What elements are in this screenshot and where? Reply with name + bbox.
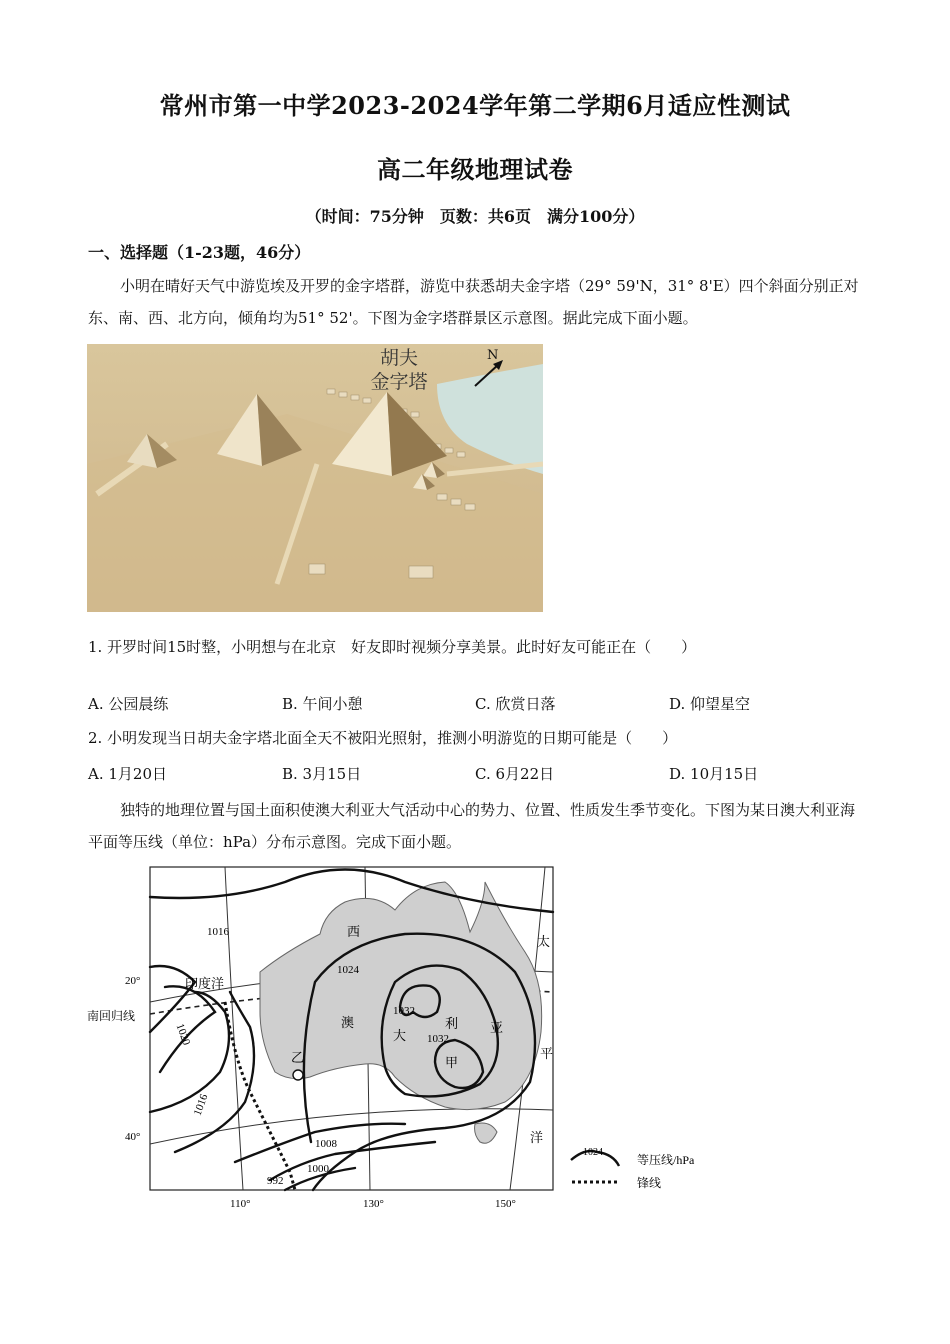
q1-option-d: D. 仰望星空 bbox=[669, 695, 751, 713]
exam-title-line2: 高二年级地理试卷 bbox=[377, 155, 573, 184]
land-label-li: 利 bbox=[445, 1016, 459, 1031]
land-label-da: 大 bbox=[393, 1028, 407, 1043]
khufu-label: 胡夫 金字塔 bbox=[370, 347, 428, 393]
exam-subtitle: （时间：75分钟 页数：共6页 满分100分） bbox=[305, 207, 645, 226]
passage-1: 小明在晴好天气中游览埃及开罗的金字塔群，游览中获悉胡夫金字塔（29° 59'N，31° 8'E）四个斜面分别正对东、南、西、北方向，倾角均为51° 52'。下图为金字塔群景区示意图。据此完成下面小题。 bbox=[88, 277, 859, 327]
pyramid-figure bbox=[87, 344, 543, 612]
question-2-stem: 2. 小明发现当日胡夫金字塔北面全天不被阳光照射，推测小明游览的日期可能是（ ） bbox=[88, 729, 678, 747]
passage-2: 独特的地理位置与国土面积使澳大利亚大气活动中心的势力、位置、性质发生季节变化。下图为某日澳大利亚海平面等压线（单位：hPa）分布示意图。完成下面小题。 bbox=[88, 801, 856, 851]
land-label-xi: 西 bbox=[347, 924, 361, 939]
isobar-label-1016-north: 1016 bbox=[207, 926, 229, 938]
q1-option-b: B. 午间小憩 bbox=[282, 695, 363, 713]
q2-option-d: D. 10月15日 bbox=[669, 765, 759, 783]
legend-isobar-label: 等压线/hPa bbox=[637, 1153, 695, 1167]
section-heading: 一、选择题（1-23题，46分） bbox=[88, 243, 311, 262]
australia-isobar-map bbox=[85, 862, 725, 1222]
isobar-label-1032-b: 1032 bbox=[427, 1033, 449, 1045]
tropic-label: 南回归线 bbox=[87, 1009, 136, 1023]
question-1-stem: 1. 开罗时间15时整，小明想与在北京 好友即时视频分享美景。此时好友可能正在（ ） bbox=[88, 638, 697, 656]
isobar-label-1020: 1020 bbox=[173, 1022, 193, 1047]
isobar-label-1008: 1008 bbox=[315, 1138, 337, 1150]
ocean-label-pacific-2: 平 bbox=[540, 1046, 554, 1061]
q1-option-a: A. 公园晨练 bbox=[88, 695, 169, 713]
point-yi-label: 乙 bbox=[291, 1050, 305, 1065]
lon-label-110: 110° bbox=[230, 1198, 251, 1210]
isobar-label-1032-a: 1032 bbox=[393, 1005, 415, 1017]
exam-title-line1: 常州市第一中学2023-2024学年第二学期6月适应性测试 bbox=[159, 91, 791, 120]
legend-front-label: 锋线 bbox=[637, 1176, 662, 1190]
lat-label-40: 40° bbox=[125, 1131, 141, 1143]
lon-label-130: 130° bbox=[363, 1198, 384, 1210]
land-label-ao: 澳 bbox=[341, 1015, 355, 1030]
lat-label-20: 20° bbox=[125, 975, 141, 987]
land-label-ya: 亚 bbox=[490, 1020, 504, 1035]
q2-option-c: C. 6月22日 bbox=[475, 765, 555, 783]
lon-label-150: 150° bbox=[495, 1198, 516, 1210]
q1-option-c: C. 欣赏日落 bbox=[475, 695, 556, 713]
point-jia-label: 甲 bbox=[445, 1055, 459, 1070]
ocean-label-pacific-1: 太 bbox=[537, 934, 551, 949]
ocean-label-indian: 印度洋 bbox=[185, 976, 225, 991]
q2-option-a: A. 1月20日 bbox=[88, 765, 167, 783]
isobar-label-1016-west: 1016 bbox=[191, 1092, 211, 1118]
isobar-label-992: 992 bbox=[267, 1175, 284, 1187]
ocean-label-pacific-3: 洋 bbox=[530, 1130, 544, 1145]
q2-option-b: B. 3月15日 bbox=[282, 765, 362, 783]
isobar-label-1000: 1000 bbox=[307, 1163, 329, 1175]
legend-isobar-value: 1024 bbox=[583, 1147, 603, 1158]
isobar-label-1024: 1024 bbox=[337, 964, 359, 976]
north-label: N bbox=[487, 348, 499, 363]
